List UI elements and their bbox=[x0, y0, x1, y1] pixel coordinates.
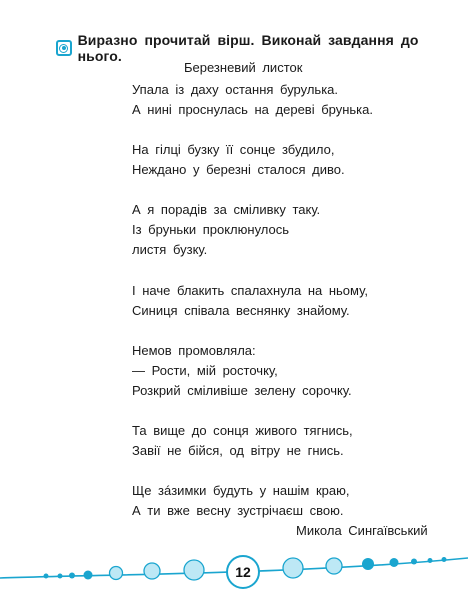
footer-dot bbox=[411, 559, 417, 565]
poem-author: Микола Сингаївський bbox=[296, 523, 428, 538]
poem-line: Синиця співала веснянку знайому. bbox=[132, 303, 350, 318]
poem-title: Березневий листок bbox=[184, 60, 303, 75]
poem-line: А ти вже весну зустрічаєш свою. bbox=[132, 503, 344, 518]
footer-dot bbox=[390, 558, 399, 567]
footer-dot bbox=[283, 558, 303, 578]
poem-line: На гілці бузку її сонце збудило, bbox=[132, 142, 335, 157]
poem-line: Упала із даху остання бурулька. bbox=[132, 82, 339, 97]
footer-dot bbox=[326, 558, 342, 574]
poem-line: Та вище до сонця живого тягнись, bbox=[132, 423, 353, 438]
footer-dot bbox=[58, 574, 63, 579]
poem-line: Ще зáзимки будуть у нашім краю, bbox=[132, 483, 350, 498]
read-aloud-icon bbox=[56, 40, 72, 56]
poem-line: А нині проснулась на дереві брунька. bbox=[132, 102, 373, 117]
page-number: 12 bbox=[226, 555, 260, 589]
poem-line: листя бузку. bbox=[132, 242, 208, 257]
footer-dot bbox=[428, 558, 433, 563]
footer-dot bbox=[442, 557, 447, 562]
task-instruction bbox=[56, 32, 456, 64]
footer-dot bbox=[69, 573, 75, 579]
poem-line: Розкрий сміливіше зелену сорочку. bbox=[132, 383, 352, 398]
poem-line: Завії не бійся, од вітру не гнись. bbox=[132, 443, 344, 458]
poem-line: Нежданo у березні сталося диво. bbox=[132, 162, 345, 177]
footer-dot bbox=[110, 567, 123, 580]
poem-line: І наче блакить спалахнула на ньому, bbox=[132, 283, 368, 298]
poem-line: Немов промовляла: bbox=[132, 343, 256, 358]
poem-line: Із бруньки проклюнулось bbox=[132, 222, 290, 237]
footer-dot bbox=[362, 558, 374, 570]
footer-dot bbox=[144, 563, 160, 579]
footer-dot bbox=[184, 560, 204, 580]
footer-dot bbox=[44, 574, 49, 579]
footer-dot bbox=[84, 571, 93, 580]
task-text: Виразно прочитай вірш. Виконай завдання до нього. bbox=[77, 32, 419, 64]
poem-line: — Рости, мій росточку, bbox=[132, 363, 278, 378]
poem-line: А я порадів за сміливку таку. bbox=[132, 202, 321, 217]
